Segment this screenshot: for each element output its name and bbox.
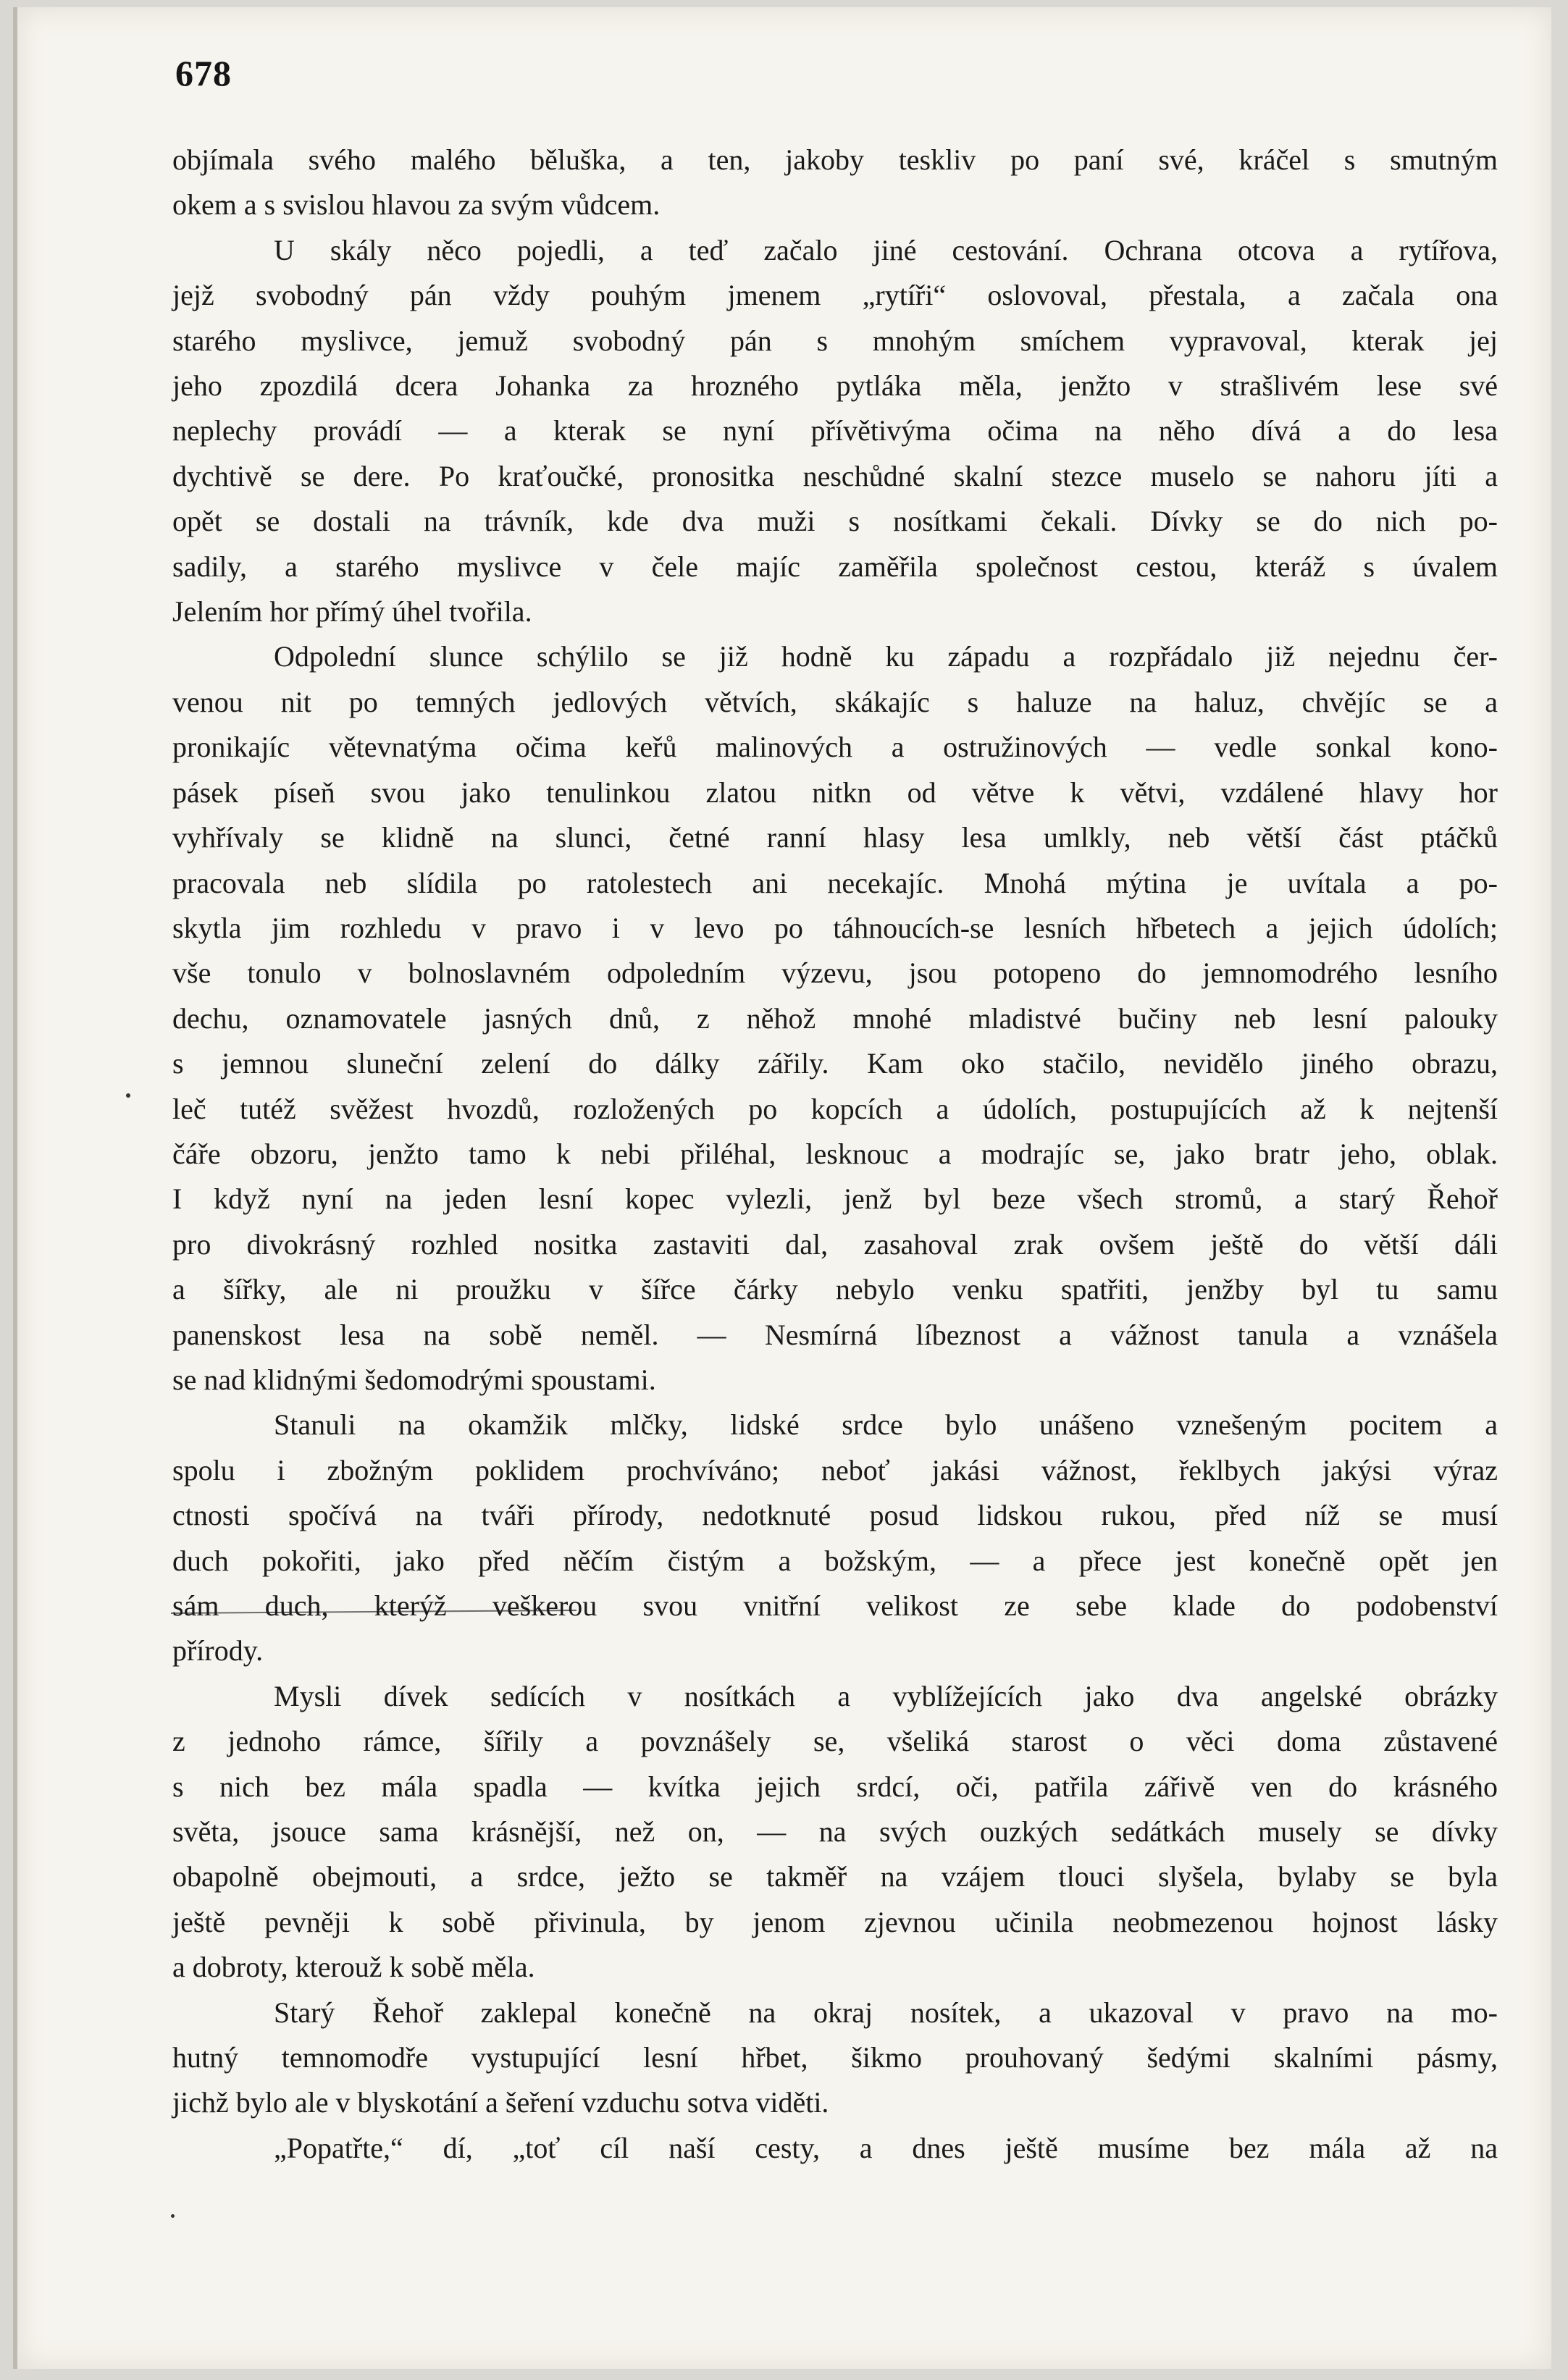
text-line: leč tutéž svěžest hvozdů, rozložených po kopcích a údolích, postupujících až k nejtenší	[172, 1092, 1498, 1125]
text-line: pásek píseň svou jako tenulinkou zlatou nitkn od větve k větvi, vzdálené hlavy hor	[172, 775, 1498, 809]
text-line: se nad klidnými šedomodrými spoustami.	[172, 1363, 656, 1396]
text-line: vyhřívaly se klidně na slunci, četné ranní hlasy lesa umlkly, neb větší část ptáčků	[172, 821, 1498, 854]
text-line: starého myslivce, jemuž svobodný pán s mnohým smíchem vypravoval, kterak jej	[172, 324, 1498, 357]
text-line: spolu i zbožným poklidem prochvíváno; neboť jakási vážnost, řeklbych jakýsi výraz	[172, 1453, 1498, 1487]
text-line: I když nyní na jeden lesní kopec vylezli, jenž byl beze všech stromů, a starý Řehoř	[172, 1182, 1498, 1216]
book-page	[13, 7, 1551, 2369]
text-line: jeho zpozdilá dcera Johanka za hrozného pytláka měla, jenžto v strašlivém lese své	[172, 369, 1498, 403]
text-line: pro divokrásný rozhled nositka zastaviti dal, zasahoval zrak ovšem ještě do větší dáli	[172, 1227, 1498, 1261]
text-line: venou nit po temných jedlových větvích, skákajíc s haluze na haluz, chvějíc se a	[172, 685, 1498, 718]
text-line: „Popatřte,“ dí, „toť cíl naší cesty, a dnes ještě musíme bez mála až na	[274, 2131, 1498, 2164]
text-line: jichž bylo ale v blyskotání a šeření vzduchu sotva viděti.	[172, 2086, 829, 2119]
text-line: a dobroty, kterouž k sobě měla.	[172, 1951, 535, 1984]
text-line: okem a s svislou hlavou za svým vůdcem.	[172, 188, 661, 222]
text-line: obapolně obejmouti, a srdce, ježto se takměř na vzájem tlouci slyšela, bylaby se byla	[172, 1860, 1498, 1893]
body-text	[172, 138, 1498, 2171]
text-line: panenskost lesa na sobě neměl. — Nesmírná líbeznost a vážnost tanula a vznášela	[172, 1318, 1498, 1351]
text-line: Stanuli na okamžik mlčky, lidské srdce bylo unášeno vznešeným pocitem a	[274, 1408, 1498, 1442]
text-line: opět se dostali na trávník, kde dva muži s nosítkami čekali. Dívky se do nich po-	[172, 505, 1498, 538]
text-line: dechu, oznamovatele jasných dnů, z něhož mnohé mladistvé bučiny neb lesní palouky	[172, 1001, 1498, 1035]
text-line: hutný temnomodře vystupující lesní hřbet, šikmo prouhovaný šedými skalními pásmy,	[172, 2041, 1498, 2074]
text-line: s jemnou sluneční zelení do dálky zářily. Kam oko stačilo, nevidělo jiného obrazu,	[172, 1047, 1498, 1080]
text-line: světa, jsouce sama krásnější, než on, — na svých ouzkých sedátkách musely se dívky	[172, 1815, 1498, 1849]
text-line: pronikajíc větevnatýma očima keřů malinových a ostružinových — vedle sonkal kono-	[172, 731, 1498, 764]
text-line: sám duch, kterýž veškerou svou vnitřní velikost ze sebe klade do podobenství	[172, 1589, 1498, 1622]
text-line: a šířky, ale ni proužku v šířce čárky nebylo venku spatřiti, jenžby byl tu samu	[172, 1273, 1498, 1306]
text-line: Starý Řehoř zaklepal konečně na okraj nosítek, a ukazoval v pravo na mo-	[274, 1996, 1498, 2029]
text-line: sadily, a starého myslivce v čele majíc zaměřila společnost cestou, kteráž s úvalem	[172, 550, 1498, 583]
margin-speck	[126, 1093, 130, 1098]
text-line: ještě pevněji k sobě přivinula, by jenom zjevnou učinila neobmezenou hojnost lásky	[172, 1905, 1498, 1938]
text-line: vše tonulo v bolnoslavném odpoledním výzevu, jsou potopeno do jemnomodrého lesního	[172, 956, 1498, 990]
text-line: Odpolední slunce schýlilo se již hodně ku západu a rozpřádalo již nejednu čer-	[274, 640, 1498, 673]
text-line: neplechy provádí — a kterak se nyní přívětivýma očima na něho dívá a do lesa	[172, 414, 1498, 447]
text-line: duch pokořiti, jako před něčím čistým a božským, — a přece jest konečně opět jen	[172, 1544, 1498, 1577]
text-line: skytla jim rozhledu v pravo i v levo po táhnoucích-se lesních hřbetech a jejich údolích;	[172, 911, 1498, 944]
text-line: čáře obzoru, jenžto tamo k nebi přiléhal, lesknouc a modrajíc se, jako bratr jeho, oblak.	[172, 1137, 1498, 1170]
text-line: objímala svého malého běluška, a ten, jakoby teskliv po paní své, kráčel s smutným	[172, 143, 1498, 176]
text-line: přírody.	[172, 1634, 264, 1668]
text-line: ctnosti spočívá na tváři přírody, nedotknuté posud lidskou rukou, před níž se musí	[172, 1499, 1498, 1532]
page-number: 678	[175, 53, 232, 93]
text-line: z jednoho rámce, šířily a povznášely se, všeliká starost o věci doma zůstavené	[172, 1725, 1498, 1758]
text-line: s nich bez mála spadla — kvítka jejich srdcí, oči, patřila zářivě ven do krásného	[172, 1770, 1498, 1803]
text-line: Mysli dívek sedících v nosítkách a vyblížejících jako dva angelské obrázky	[274, 1679, 1498, 1712]
margin-speck	[171, 2214, 175, 2218]
text-line: pracovala neb slídila po ratolestech ani necekajíc. Mnohá mýtina je uvítala a po-	[172, 866, 1498, 899]
text-line: jejž svobodný pán vždy pouhým jmenem „rytíři“ oslovoval, přestala, a začala ona	[172, 279, 1498, 312]
text-line: dychtivě se dere. Po kraťoučké, pronositka neschůdné skalní stezce muselo se nahoru jíti a	[172, 459, 1498, 492]
text-line: Jelením hor přímý úhel tvořila.	[172, 595, 532, 628]
text-line: U skály něco pojedli, a teď začalo jiné cestování. Ochrana otcova a rytířova,	[274, 233, 1498, 266]
